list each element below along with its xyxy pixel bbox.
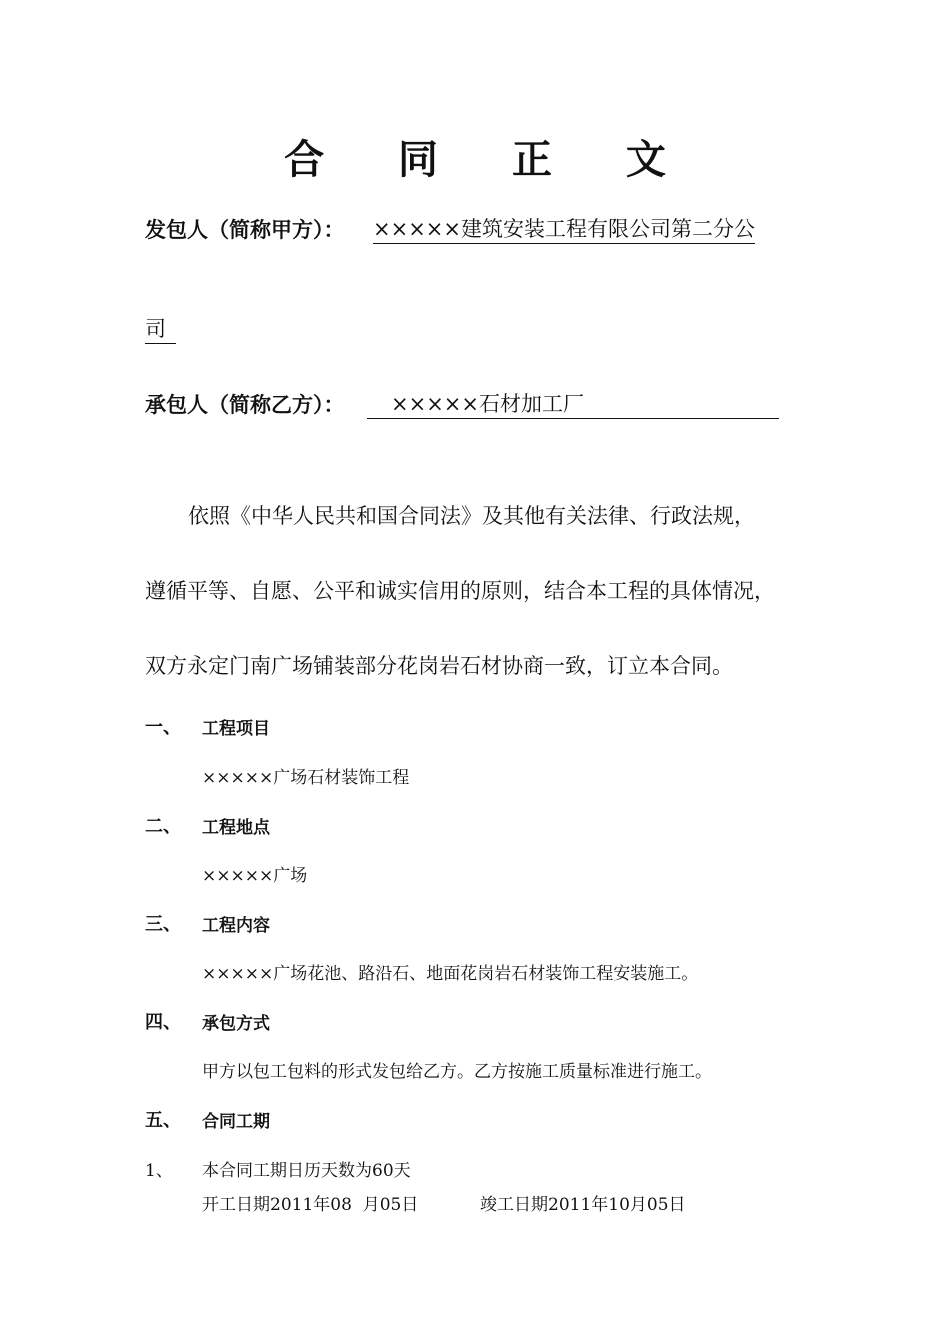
party-a-label: 发包人（简称甲方）：: [145, 218, 345, 242]
party-b-label: 承包人（简称乙方）：: [145, 393, 345, 417]
section-content: ×××××广场: [202, 866, 308, 886]
section-title: 工程项目: [202, 719, 270, 739]
start-date: 开工日期2011年08 月05日: [202, 1195, 419, 1215]
section-number: 三、: [145, 914, 181, 935]
preamble-line-1: 依照《中华人民共和国合同法》及其他有关法律、行政法规，: [188, 504, 755, 528]
section-title: 工程内容: [202, 916, 270, 936]
schedule-item-text: 本合同工期日历天数为60天: [202, 1161, 411, 1181]
preamble-line-3: 双方永定门南广场铺装部分花岗岩石材协商一致，订立本合同。: [145, 654, 733, 678]
section-content: 甲方以包工包料的形式发包给乙方。乙方按施工质量标准进行施工。: [202, 1062, 712, 1082]
party-b-name: ×××××石材加工厂: [367, 388, 779, 419]
party-a-name-line2: 司: [145, 313, 176, 344]
schedule-item-number: 1、: [145, 1161, 173, 1181]
party-a-name-line1: ×××××建筑安装工程有限公司第二分公: [373, 213, 755, 244]
section-number: 一、: [145, 717, 181, 738]
end-date: 竣工日期2011年10月05日: [480, 1195, 686, 1215]
section-title: 承包方式: [202, 1014, 270, 1034]
preamble-line-2: 遵循平等、自愿、公平和诚实信用的原则，结合本工程的具体情况，: [145, 579, 775, 603]
section-number: 五、: [145, 1110, 181, 1131]
section-content: ×××××广场花池、路沿石、地面花岗岩石材装饰工程安装施工。: [202, 964, 699, 984]
section-title: 合同工期: [202, 1112, 270, 1132]
section-number: 二、: [145, 816, 181, 837]
section-number: 四、: [145, 1012, 181, 1033]
section-title: 工程地点: [202, 818, 270, 838]
document-title: 合 同 正 文: [284, 137, 696, 183]
section-content: ×××××广场石材装饰工程: [202, 768, 410, 788]
